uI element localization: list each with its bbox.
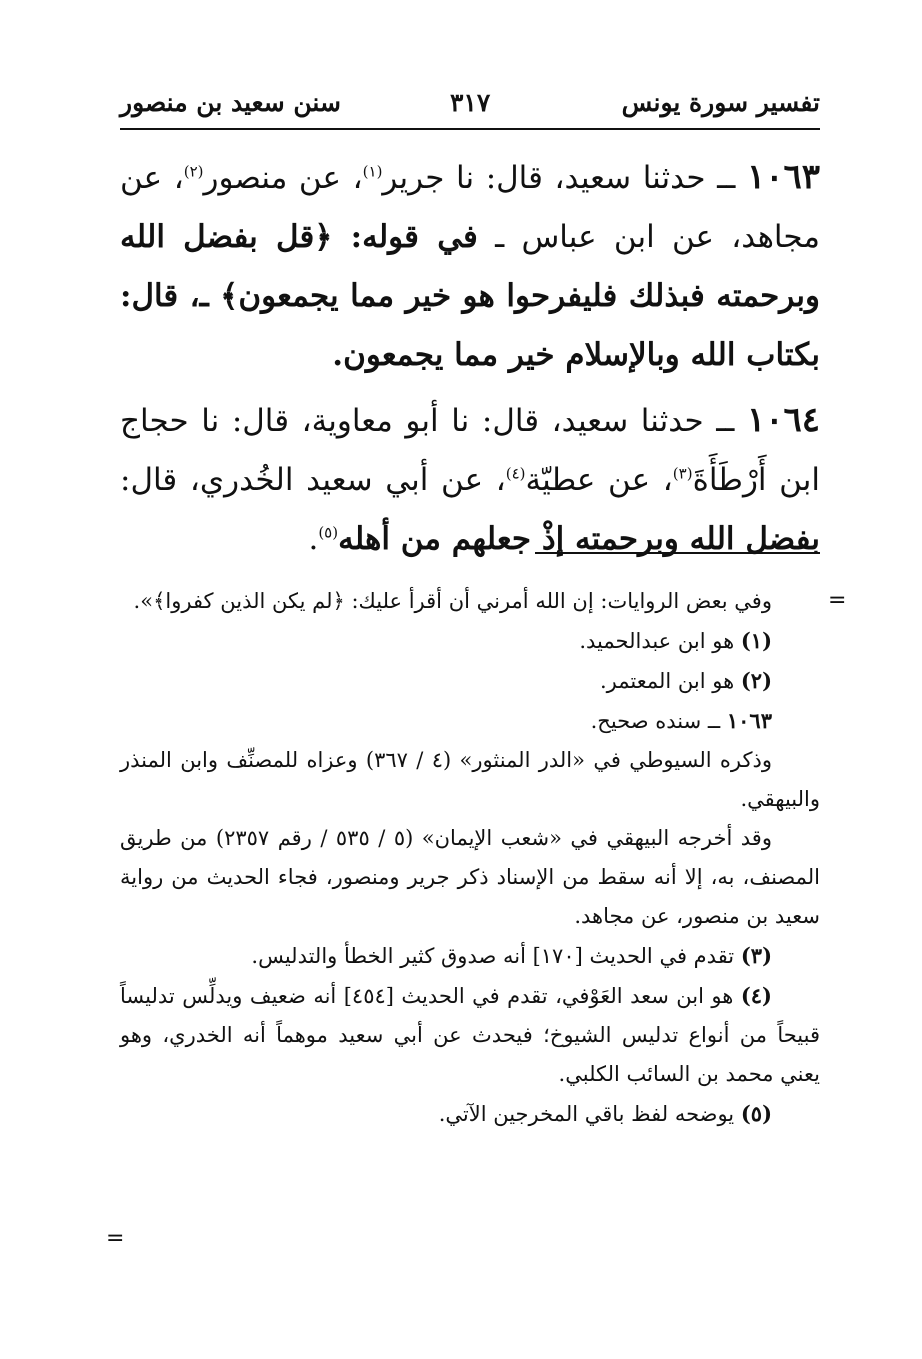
hadith-number: ١٠٦٣ — [746, 157, 820, 197]
hadith-1063 — [120, 148, 820, 385]
chapter-title: تفسير سورة يونس — [621, 88, 820, 117]
running-header — [120, 78, 820, 128]
footnotes — [120, 582, 820, 1134]
footnote-text: هو ابن عبدالحميد. — [579, 629, 735, 653]
footnote-ref[interactable]: (٥) — [318, 523, 339, 542]
main-text — [120, 148, 820, 575]
header-rule — [120, 128, 820, 130]
page-number: ٣١٧ — [450, 88, 491, 117]
footnote-number: (٢) — [740, 668, 772, 693]
continuation-mark: = — [106, 1226, 125, 1251]
footnote-number: (١) — [740, 628, 772, 653]
hadith-number: ١٠٦٤ — [746, 400, 821, 440]
footnote-ref[interactable]: (١) — [362, 162, 383, 181]
footnote-text: هو ابن المعتمر. — [599, 669, 735, 693]
footnote-3 — [120, 936, 820, 976]
footnote-number: (٣) — [740, 943, 772, 968]
footnote-continuation: وفي بعض الروايات: إن الله أمرني أن أقرأ عليك: ﴿لم يكن الذين كفروا﴾». — [133, 589, 772, 613]
footnote-4 — [120, 976, 820, 1094]
continuation-mark: = — [828, 588, 847, 613]
hadith-quote: بفضل الله وبرحمته إذْ جعلهم من أهله — [338, 521, 820, 557]
footnote-text: تقدم في الحديث [١٧٠] أنه صدوق كثير الخطأ والتدليس. — [251, 944, 735, 968]
footnote-text: ــ سنده صحيح. — [590, 709, 721, 733]
footnote-1063-para: وقد أخرجه البيهقي في «شعب الإيمان» (٥ / ٥٣٥ / رقم ٢٣٥٧) من طريق المصنف، به، إلا أنه سقط من الإسناد ذكر جرير ومنصور، فجاء الحديث من رواية سعيد بن منصور، عن مجاهد. — [120, 826, 820, 928]
footnote-text: هو ابن سعد العَوْفي، تقدم في الحديث [٤٥٤] أنه ضعيف ويدلِّس تدليساً قبيحاً من أنواع تدليس الشيوخ؛ فيحدث عن أبي سعيد موهماً أنه الخدري، وهو يعني محمد بن السائب الكلبي. — [120, 984, 820, 1086]
footnote-1 — [120, 621, 820, 661]
hadith-1064 — [120, 391, 820, 569]
hadith-text: ، عن عطيّة — [525, 462, 673, 498]
book-title: سنن سعيد بن منصور — [120, 88, 341, 117]
footnote-ref[interactable]: (٢) — [183, 162, 204, 181]
hadith-quote: في قوله: ﴿قل بفضل الله وبرحمته فبذلك فليفرحوا هو خير مما يجمعون﴾ ـ، قال: بكتاب الله وبالإسلام خير مما يجمعون. — [120, 219, 820, 373]
footnote-number: ١٠٦٣ — [726, 708, 772, 733]
hadith-text: ــ حدثنا سعيد، قال: نا جرير — [382, 160, 736, 196]
footnote-number: (٤) — [740, 983, 772, 1008]
hadith-text: ، عن مجاهد، عن ابن عباس ـ — [120, 160, 820, 255]
footnote-text: يوضحه لفظ باقي المخرجين الآتي. — [438, 1102, 735, 1126]
footnote-separator — [535, 552, 820, 554]
footnote-5 — [120, 1094, 820, 1134]
hadith-text: . — [308, 521, 319, 557]
hadith-text: ، عن منصور — [203, 160, 363, 196]
hadith-text: ، عن أبي سعيد الخُدري، قال: — [120, 462, 506, 498]
footnote-1063-para: وذكره السيوطي في «الدر المنثور» (٤ / ٣٦٧) وعزاه للمصنِّف وابن المنذر والبيهقي. — [120, 748, 820, 811]
footnote-number: (٥) — [740, 1101, 772, 1126]
footnote-ref[interactable]: (٤) — [505, 464, 526, 483]
hadith-text: ــ حدثنا سعيد، قال: نا أبو معاوية، قال: نا حجاج ابن أَرْطَأَةَ — [120, 403, 820, 498]
footnote-ref[interactable]: (٣) — [672, 464, 693, 483]
footnote-2 — [120, 661, 820, 701]
footnote-1063 — [120, 701, 820, 741]
